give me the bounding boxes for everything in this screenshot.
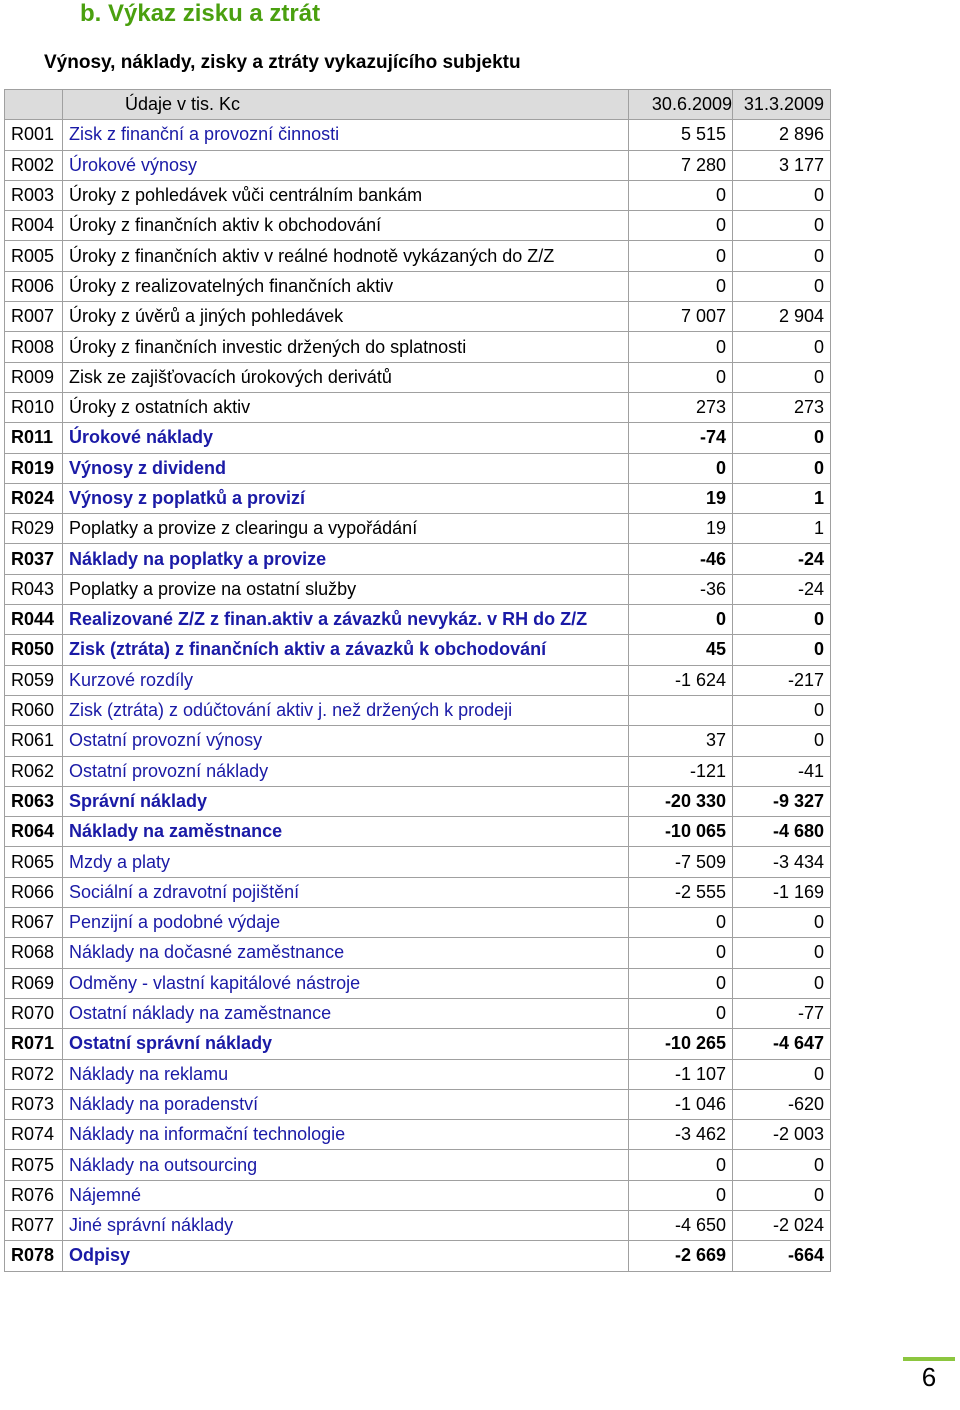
row-value-31-3-2009: 273: [733, 392, 831, 422]
row-value-30-6-2009: 0: [629, 271, 733, 301]
row-code: R078: [5, 1241, 63, 1271]
row-value-31-3-2009: 2 896: [733, 120, 831, 150]
row-value-30-6-2009: -36: [629, 574, 733, 604]
table-row: [5, 332, 831, 362]
header-code-cell: [5, 90, 63, 120]
row-label: Ostatní provozní výnosy: [63, 726, 629, 756]
row-code: R019: [5, 453, 63, 483]
row-label: Penzijní a podobné výdaje: [63, 908, 629, 938]
section-title: b. Výkaz zisku a ztrát: [80, 0, 321, 27]
table-row: [5, 241, 831, 271]
row-code: R006: [5, 271, 63, 301]
row-value-30-6-2009: -2 555: [629, 877, 733, 907]
table-row: [5, 1241, 831, 1271]
row-label: Zisk (ztráta) z finančních aktiv a závazků k obchodování: [63, 635, 629, 665]
row-label: Úroky z ostatních aktiv: [63, 392, 629, 422]
row-code: R050: [5, 635, 63, 665]
row-value-31-3-2009: 0: [733, 726, 831, 756]
row-label: Odpisy: [63, 1241, 629, 1271]
row-value-31-3-2009: 0: [733, 605, 831, 635]
row-code: R004: [5, 211, 63, 241]
row-value-30-6-2009: 0: [629, 211, 733, 241]
row-value-31-3-2009: -217: [733, 665, 831, 695]
row-value-30-6-2009: -7 509: [629, 847, 733, 877]
table-row: [5, 695, 831, 725]
row-value-30-6-2009: -3 462: [629, 1120, 733, 1150]
subtitle: Výnosy, náklady, zisky a ztráty vykazujícího subjektu: [44, 52, 521, 73]
row-code: R007: [5, 302, 63, 332]
row-value-31-3-2009: -664: [733, 1241, 831, 1271]
row-label: Poplatky a provize z clearingu a vypořádání: [63, 514, 629, 544]
row-label: Zisk z finanční a provozní činnosti: [63, 120, 629, 150]
table-row: [5, 1059, 831, 1089]
row-label: Sociální a zdravotní pojištění: [63, 877, 629, 907]
row-label: Úrokové náklady: [63, 423, 629, 453]
row-value-30-6-2009: 0: [629, 968, 733, 998]
row-code: R064: [5, 817, 63, 847]
row-label: Výnosy z dividend: [63, 453, 629, 483]
row-value-31-3-2009: -3 434: [733, 847, 831, 877]
row-code: R074: [5, 1120, 63, 1150]
table-row: [5, 302, 831, 332]
table-row: [5, 847, 831, 877]
row-value-31-3-2009: -24: [733, 574, 831, 604]
row-label: Náklady na dočasné zaměstnance: [63, 938, 629, 968]
row-value-31-3-2009: 0: [733, 241, 831, 271]
row-value-31-3-2009: -41: [733, 756, 831, 786]
row-value-30-6-2009: 45: [629, 635, 733, 665]
table-row: [5, 211, 831, 241]
row-label: Úroky z úvěrů a jiných pohledávek: [63, 302, 629, 332]
row-code: R002: [5, 150, 63, 180]
table-row: [5, 392, 831, 422]
row-code: R008: [5, 332, 63, 362]
row-label: Úroky z realizovatelných finančních aktiv: [63, 271, 629, 301]
row-code: R077: [5, 1210, 63, 1240]
row-label: Jiné správní náklady: [63, 1210, 629, 1240]
row-value-31-3-2009: 1: [733, 514, 831, 544]
row-code: R001: [5, 120, 63, 150]
row-label: Úroky z finančních aktiv v reálné hodnotě vykázaných do Z/Z: [63, 241, 629, 271]
row-value-30-6-2009: -1 624: [629, 665, 733, 695]
row-label: Úrokové výnosy: [63, 150, 629, 180]
row-code: R071: [5, 1029, 63, 1059]
row-value-31-3-2009: 0: [733, 1150, 831, 1180]
table-row: [5, 180, 831, 210]
table-row: [5, 938, 831, 968]
table-row: [5, 908, 831, 938]
row-value-31-3-2009: 0: [733, 271, 831, 301]
row-code: R010: [5, 392, 63, 422]
row-label: Náklady na poplatky a provize: [63, 544, 629, 574]
row-label: Správní náklady: [63, 786, 629, 816]
row-value-30-6-2009: -1 046: [629, 1089, 733, 1119]
row-value-30-6-2009: -46: [629, 544, 733, 574]
row-label: Realizované Z/Z z finan.aktiv a závazků nevykáz. v RH do Z/Z: [63, 605, 629, 635]
table-row: [5, 817, 831, 847]
table-row: [5, 756, 831, 786]
row-code: R011: [5, 423, 63, 453]
row-value-31-3-2009: 0: [733, 362, 831, 392]
row-value-31-3-2009: 3 177: [733, 150, 831, 180]
row-value-30-6-2009: -10 065: [629, 817, 733, 847]
row-code: R043: [5, 574, 63, 604]
table-row: [5, 635, 831, 665]
row-value-31-3-2009: -1 169: [733, 877, 831, 907]
row-value-31-3-2009: 0: [733, 1059, 831, 1089]
row-label: Ostatní náklady na zaměstnance: [63, 998, 629, 1028]
row-code: R073: [5, 1089, 63, 1119]
table-row: [5, 1120, 831, 1150]
row-value-31-3-2009: 0: [733, 938, 831, 968]
row-value-30-6-2009: -74: [629, 423, 733, 453]
table-header-row: [5, 90, 831, 120]
row-value-30-6-2009: -1 107: [629, 1059, 733, 1089]
header-col-1: 30.6.2009: [629, 90, 733, 120]
row-value-31-3-2009: -620: [733, 1089, 831, 1119]
row-label: Nájemné: [63, 1180, 629, 1210]
row-value-30-6-2009: 5 515: [629, 120, 733, 150]
row-value-31-3-2009: 0: [733, 635, 831, 665]
row-label: Zisk ze zajišťovacích úrokových derivátů: [63, 362, 629, 392]
table-row: [5, 1029, 831, 1059]
row-value-30-6-2009: -10 265: [629, 1029, 733, 1059]
row-value-30-6-2009: [629, 695, 733, 725]
table-row: [5, 1210, 831, 1240]
row-label: Mzdy a platy: [63, 847, 629, 877]
row-value-31-3-2009: 0: [733, 180, 831, 210]
row-value-30-6-2009: 0: [629, 453, 733, 483]
row-code: R009: [5, 362, 63, 392]
row-value-31-3-2009: 0: [733, 968, 831, 998]
row-value-30-6-2009: 273: [629, 392, 733, 422]
row-code: R063: [5, 786, 63, 816]
page-number-rule: [903, 1357, 955, 1361]
row-label: Náklady na informační technologie: [63, 1120, 629, 1150]
income-statement-table: [4, 89, 831, 1272]
row-code: R029: [5, 514, 63, 544]
row-code: R059: [5, 665, 63, 695]
row-code: R066: [5, 877, 63, 907]
row-value-31-3-2009: -2 003: [733, 1120, 831, 1150]
row-code: R024: [5, 483, 63, 513]
row-code: R005: [5, 241, 63, 271]
row-value-31-3-2009: -2 024: [733, 1210, 831, 1240]
row-value-31-3-2009: 0: [733, 211, 831, 241]
row-value-30-6-2009: 0: [629, 1180, 733, 1210]
table-row: [5, 483, 831, 513]
row-label: Úroky z finančních investic držených do splatnosti: [63, 332, 629, 362]
row-value-31-3-2009: 2 904: [733, 302, 831, 332]
row-value-30-6-2009: 0: [629, 332, 733, 362]
table-row: [5, 1089, 831, 1119]
row-label: Úroky z finančních aktiv k obchodování: [63, 211, 629, 241]
row-value-30-6-2009: 0: [629, 938, 733, 968]
table-row: [5, 574, 831, 604]
header-label: Údaje v tis. Kc: [63, 90, 629, 120]
row-value-30-6-2009: 0: [629, 908, 733, 938]
row-code: R003: [5, 180, 63, 210]
row-label: Výnosy z poplatků a provizí: [63, 483, 629, 513]
row-value-30-6-2009: -2 669: [629, 1241, 733, 1271]
row-label: Ostatní správní náklady: [63, 1029, 629, 1059]
row-label: Poplatky a provize na ostatní služby: [63, 574, 629, 604]
row-code: R070: [5, 998, 63, 1028]
row-value-30-6-2009: 0: [629, 1150, 733, 1180]
row-label: Kurzové rozdíly: [63, 665, 629, 695]
table-row: [5, 877, 831, 907]
row-value-31-3-2009: 1: [733, 483, 831, 513]
row-value-31-3-2009: -77: [733, 998, 831, 1028]
page-number: 6: [921, 1362, 937, 1392]
row-code: R072: [5, 1059, 63, 1089]
row-code: R044: [5, 605, 63, 635]
table-body: [5, 90, 831, 1272]
table-row: [5, 544, 831, 574]
row-label: Odměny - vlastní kapitálové nástroje: [63, 968, 629, 998]
row-code: R075: [5, 1150, 63, 1180]
row-value-31-3-2009: 0: [733, 908, 831, 938]
header-col-2: 31.3.2009: [733, 90, 831, 120]
row-code: R062: [5, 756, 63, 786]
row-value-30-6-2009: 0: [629, 241, 733, 271]
table-row: [5, 423, 831, 453]
row-code: R061: [5, 726, 63, 756]
row-code: R037: [5, 544, 63, 574]
row-value-31-3-2009: 0: [733, 423, 831, 453]
table-row: [5, 514, 831, 544]
table-row: [5, 453, 831, 483]
row-value-30-6-2009: 19: [629, 514, 733, 544]
row-code: R065: [5, 847, 63, 877]
row-value-30-6-2009: 0: [629, 998, 733, 1028]
row-label: Náklady na reklamu: [63, 1059, 629, 1089]
table-row: [5, 150, 831, 180]
table-row: [5, 786, 831, 816]
row-value-31-3-2009: 0: [733, 695, 831, 725]
row-label: Ostatní provozní náklady: [63, 756, 629, 786]
row-value-30-6-2009: 0: [629, 605, 733, 635]
row-value-31-3-2009: 0: [733, 1180, 831, 1210]
row-value-30-6-2009: 0: [629, 180, 733, 210]
table-row: [5, 605, 831, 635]
table-row: [5, 271, 831, 301]
row-code: R060: [5, 695, 63, 725]
row-code: R069: [5, 968, 63, 998]
table-row: [5, 1180, 831, 1210]
row-value-31-3-2009: -9 327: [733, 786, 831, 816]
row-label: Náklady na outsourcing: [63, 1150, 629, 1180]
table-row: [5, 726, 831, 756]
row-value-30-6-2009: 19: [629, 483, 733, 513]
table-row: [5, 968, 831, 998]
row-value-31-3-2009: -4 680: [733, 817, 831, 847]
row-value-31-3-2009: -24: [733, 544, 831, 574]
table-row: [5, 1150, 831, 1180]
row-code: R068: [5, 938, 63, 968]
row-label: Náklady na zaměstnance: [63, 817, 629, 847]
row-value-30-6-2009: -20 330: [629, 786, 733, 816]
row-code: R076: [5, 1180, 63, 1210]
row-value-31-3-2009: -4 647: [733, 1029, 831, 1059]
row-code: R067: [5, 908, 63, 938]
row-value-30-6-2009: 0: [629, 362, 733, 392]
row-value-31-3-2009: 0: [733, 332, 831, 362]
row-value-31-3-2009: 0: [733, 453, 831, 483]
row-value-30-6-2009: 37: [629, 726, 733, 756]
row-value-30-6-2009: -121: [629, 756, 733, 786]
table-row: [5, 120, 831, 150]
row-value-30-6-2009: -4 650: [629, 1210, 733, 1240]
row-label: Zisk (ztráta) z odúčtování aktiv j. než držených k prodeji: [63, 695, 629, 725]
table-row: [5, 665, 831, 695]
table-row: [5, 362, 831, 392]
row-value-30-6-2009: 7 007: [629, 302, 733, 332]
row-label: Náklady na poradenství: [63, 1089, 629, 1119]
table-row: [5, 998, 831, 1028]
row-value-30-6-2009: 7 280: [629, 150, 733, 180]
row-label: Úroky z pohledávek vůči centrálním bankám: [63, 180, 629, 210]
